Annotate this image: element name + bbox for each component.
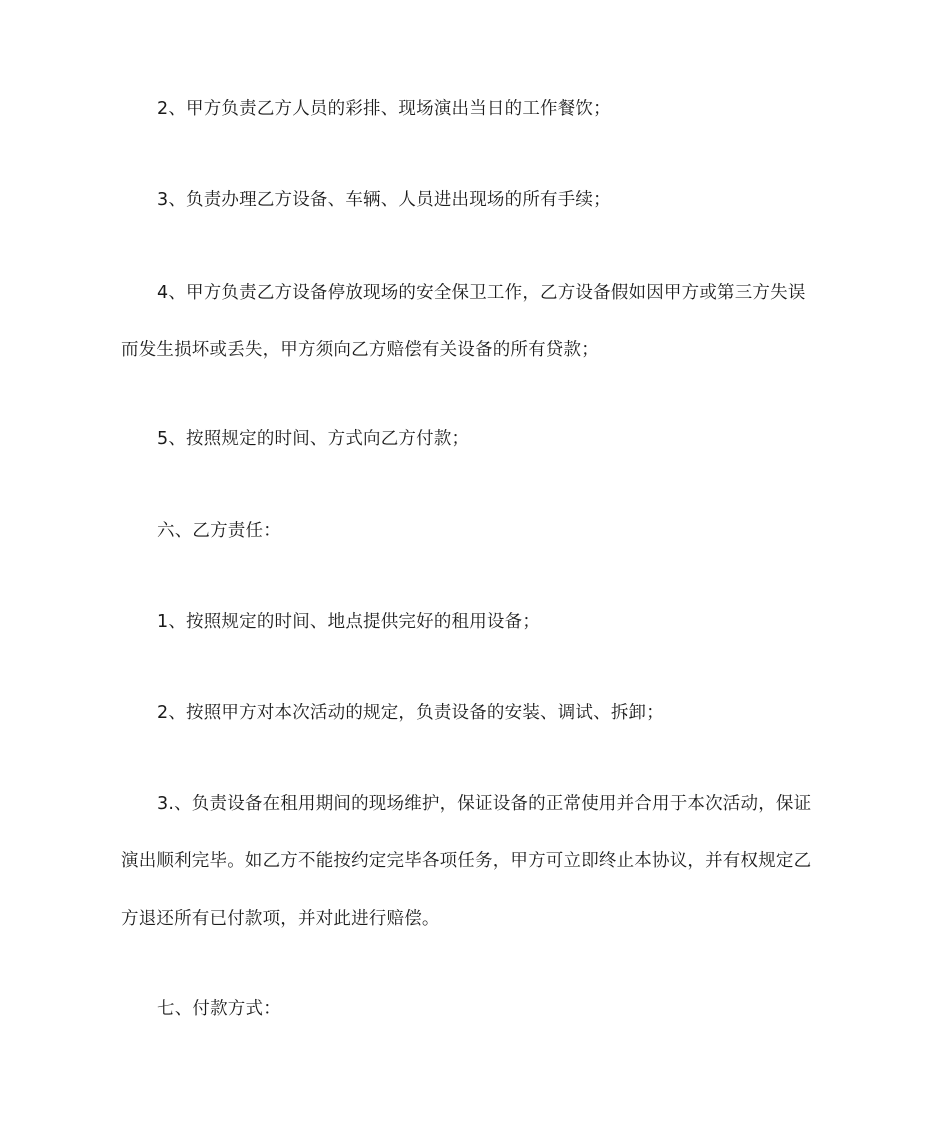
section-heading-six: 六、乙方责任：: [157, 521, 281, 541]
paragraph-party-a-item-4-line-2: 而发生损坏或丢失，甲方须向乙方赔偿有关设备的所有贷款；: [121, 340, 599, 360]
section-heading-seven: 七、付款方式：: [157, 999, 281, 1019]
paragraph-party-a-item-5: 5、按照规定的时间、方式向乙方付款；: [157, 429, 470, 449]
paragraph-party-b-item-3-line-3: 方退还所有已付款项，并对此进行赔偿。: [121, 909, 440, 929]
paragraph-party-b-item-2: 2、按照甲方对本次活动的规定，负责设备的安装、调试、拆卸；: [157, 703, 664, 723]
paragraph-party-b-item-3-line-2: 演出顺利完毕。如乙方不能按约定完毕各项任务，甲方可立即终止本协议，并有权规定乙: [121, 851, 812, 871]
paragraph-party-a-item-3: 3、负责办理乙方设备、车辆、人员进出现场的所有手续；: [157, 190, 611, 210]
paragraph-party-a-item-4-line-1: 4、甲方负责乙方设备停放现场的安全保卫工作，乙方设备假如因甲方或第三方失误: [157, 283, 806, 303]
paragraph-party-a-item-2: 2、甲方负责乙方人员的彩排、现场演出当日的工作餐饮；: [157, 99, 611, 119]
paragraph-party-b-item-3-line-1: 3.、负责设备在租用期间的现场维护，保证设备的正常使用并合用于本次活动，保证: [157, 794, 812, 814]
paragraph-party-b-item-1: 1、按照规定的时间、地点提供完好的租用设备；: [157, 612, 541, 632]
